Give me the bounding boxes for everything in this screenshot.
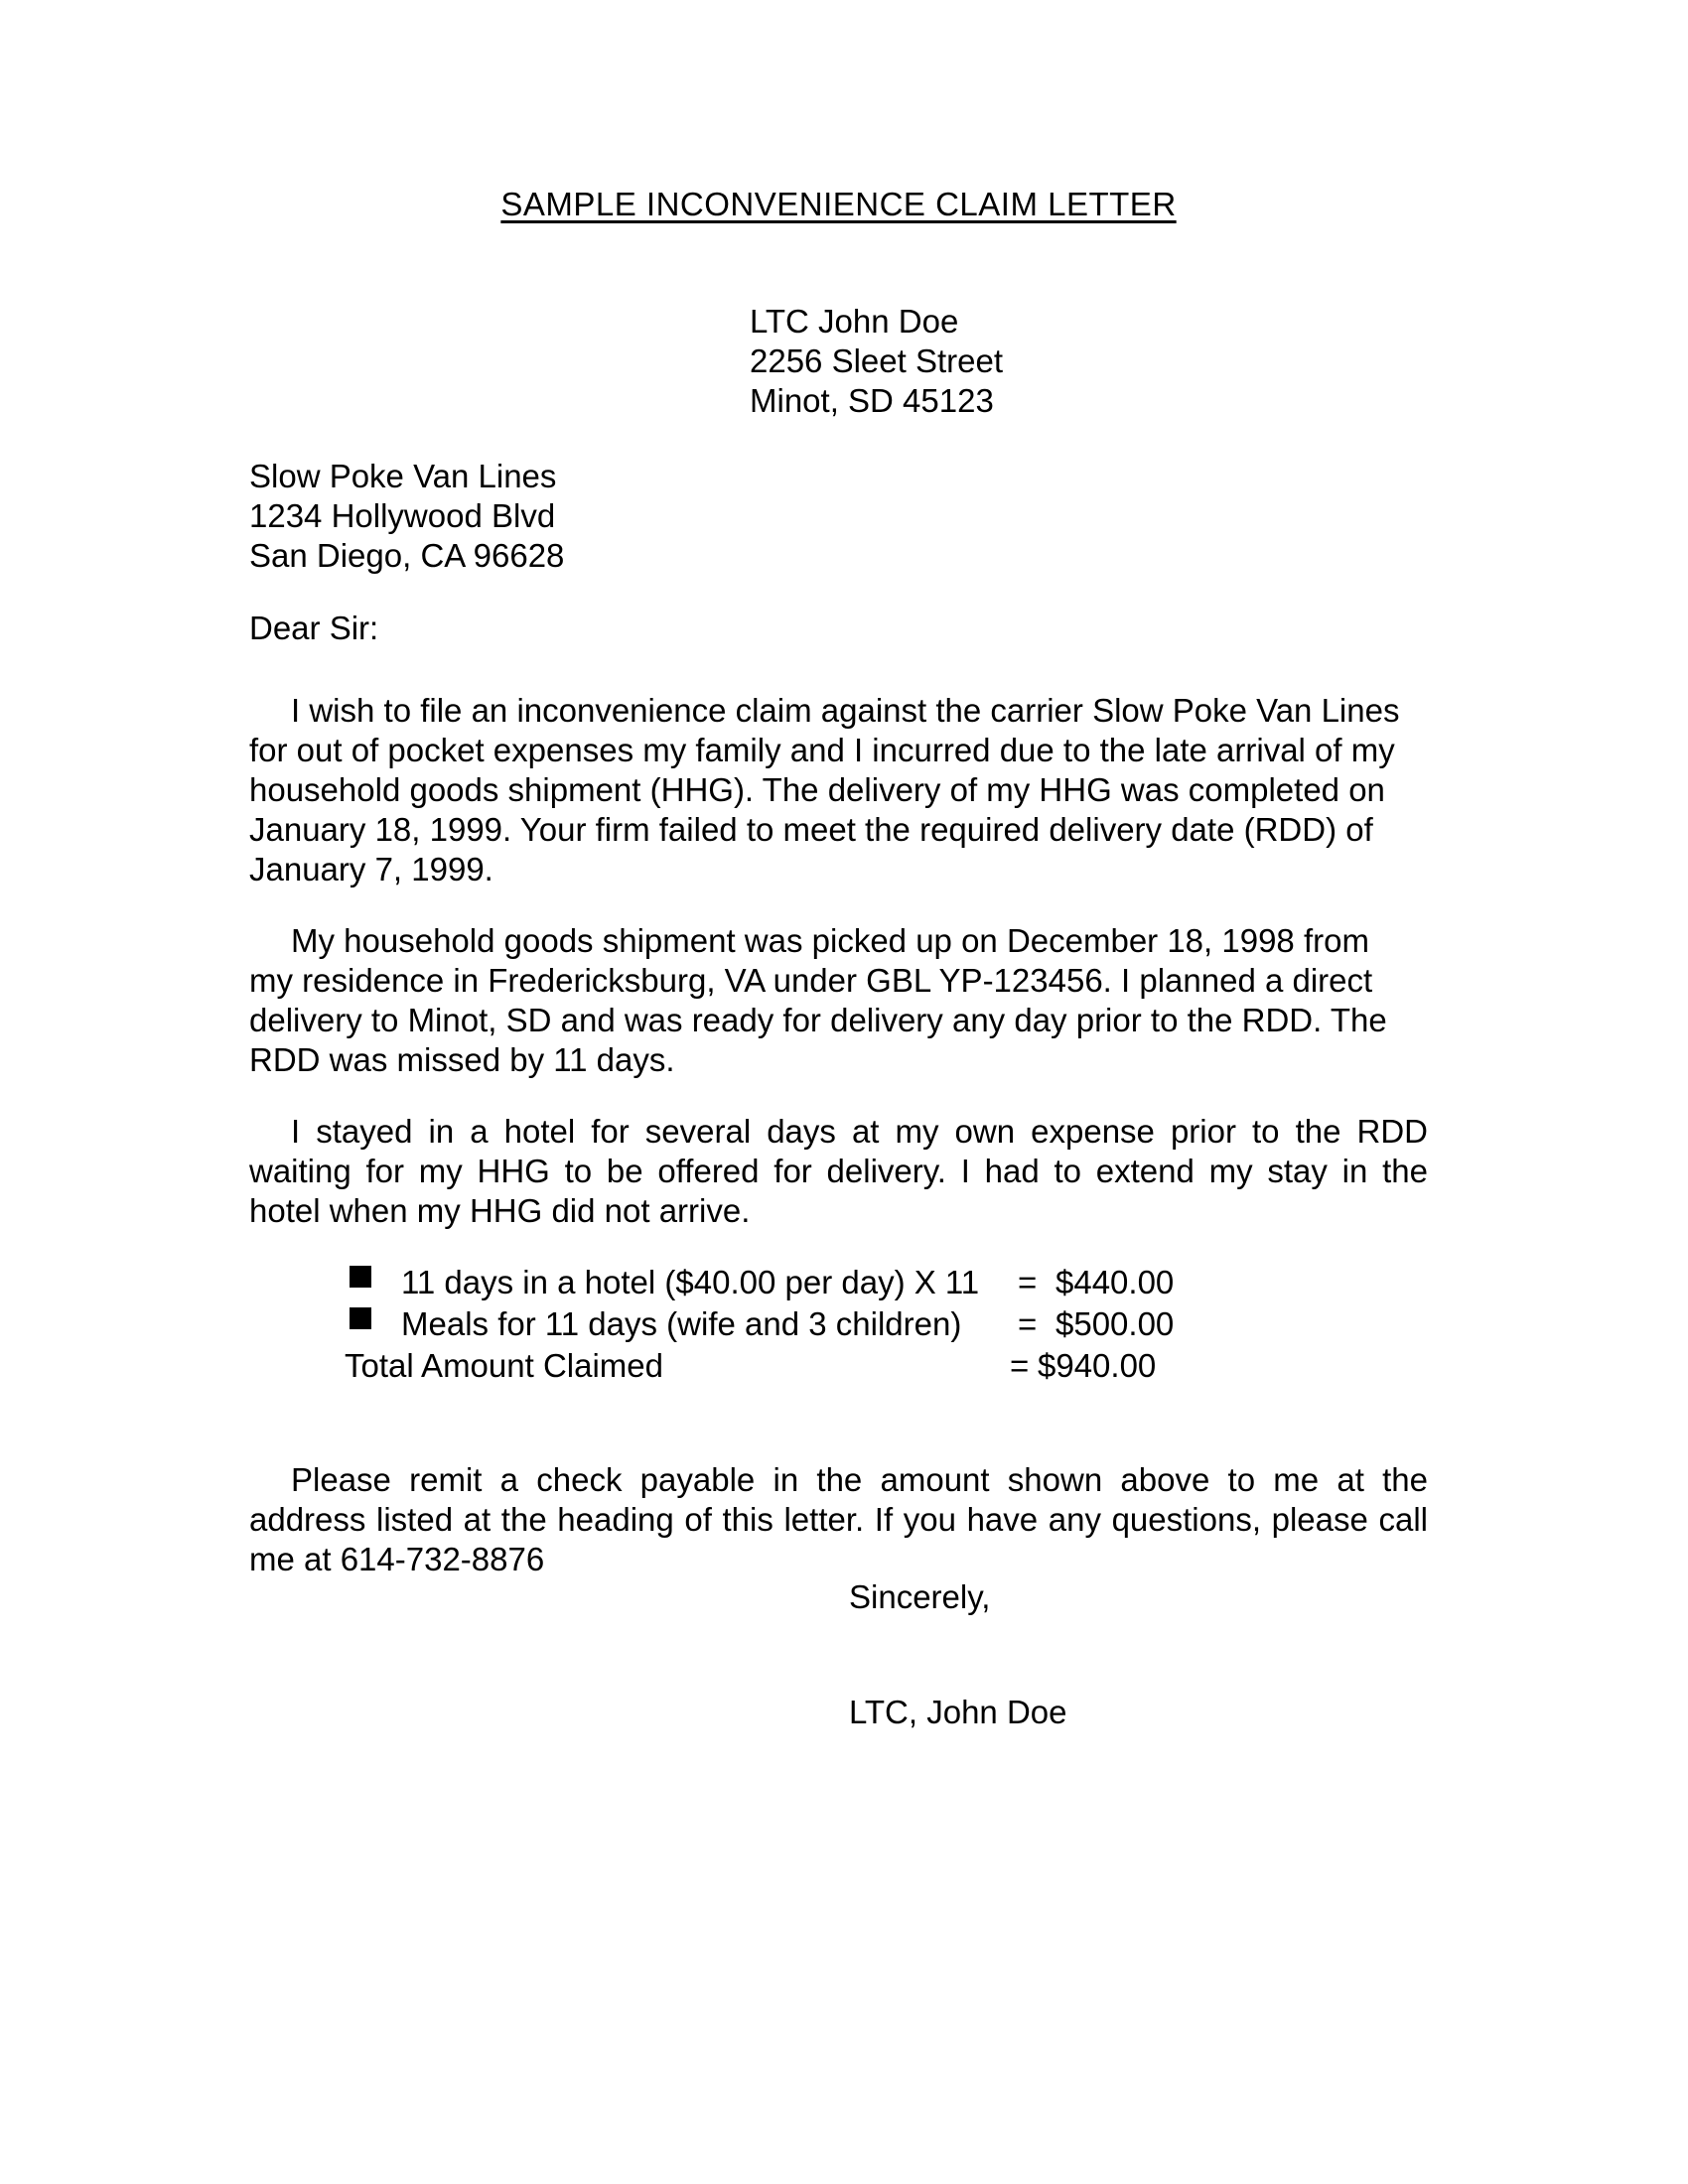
- paragraph-line: me at 614-732-8876: [249, 1541, 545, 1577]
- paragraph-line: address listed at the heading of this letter. If you have any questions, please call: [249, 1501, 1428, 1538]
- claim-label: 11 days in a hotel ($40.00 per day) X 11: [401, 1264, 980, 1300]
- claim-item-meals: [249, 1304, 1428, 1346]
- paragraph-line: My household goods shipment was picked up on December 18, 1998 from: [291, 922, 1369, 959]
- equals-sign: =: [1018, 1264, 1038, 1300]
- sender-address: [750, 302, 1003, 421]
- claim-list: [249, 1263, 1428, 1388]
- sender-name: LTC John Doe: [750, 303, 959, 340]
- paragraph-line: January 18, 1999. Your firm failed to meet the required delivery date (RDD) of: [249, 811, 1373, 848]
- salutation: Dear Sir:: [249, 610, 379, 646]
- paragraph-line: I wish to file an inconvenience claim against the carrier Slow Poke Van Lines: [291, 692, 1400, 729]
- sender-street: 2256 Sleet Street: [750, 342, 1004, 379]
- recipient-city: San Diego, CA 96628: [249, 537, 565, 574]
- bullet-square-icon: [350, 1307, 371, 1329]
- paragraph-shipment-details: [249, 921, 1428, 1080]
- claim-label: Meals for 11 days (wife and 3 children): [401, 1305, 962, 1342]
- paragraph-claim-intro: [249, 691, 1428, 889]
- valediction: Sincerely,: [849, 1578, 991, 1615]
- paragraph-line: RDD was missed by 11 days.: [249, 1041, 675, 1078]
- recipient-address: [249, 457, 564, 576]
- claim-amount: $440.00: [1055, 1264, 1175, 1300]
- paragraph-line: for out of pocket expenses my family and I incurred due to the late arrival of my: [249, 732, 1395, 768]
- signature-name: LTC, John Doe: [849, 1694, 1067, 1730]
- paragraph-line: my residence in Fredericksburg, VA under GBL YP-123456. I planned a direct: [249, 962, 1373, 999]
- letter-title: [249, 185, 1428, 224]
- paragraph-line: I stayed in a hotel for several days at my own expense prior to the RDD: [291, 1113, 1428, 1150]
- letter-title-text: SAMPLE INCONVENIENCE CLAIM LETTER: [500, 186, 1177, 222]
- paragraph-line: household goods shipment (HHG). The delivery of my HHG was completed on: [249, 771, 1385, 808]
- paragraph-line: hotel when my HHG did not arrive.: [249, 1192, 751, 1229]
- claim-total-row: [249, 1346, 1428, 1388]
- sender-city: Minot, SD 45123: [750, 382, 994, 419]
- claim-total-label: Total Amount Claimed: [345, 1347, 663, 1384]
- bullet-square-icon: [350, 1266, 371, 1288]
- paragraph-line: Please remit a check payable in the amount shown above to me at the: [291, 1461, 1428, 1498]
- claim-amount: $500.00: [1055, 1305, 1175, 1342]
- paragraph-remit-request: [249, 1460, 1428, 1579]
- paragraph-line: January 7, 1999.: [249, 851, 493, 887]
- paragraph-hotel-stay: [249, 1112, 1428, 1231]
- paragraph-line: waiting for my HHG to be offered for delivery. I had to extend my stay in the: [249, 1153, 1428, 1189]
- equals-sign: =: [1010, 1347, 1030, 1384]
- equals-sign: =: [1018, 1305, 1038, 1342]
- claim-item-hotel: [249, 1263, 1428, 1304]
- claim-total-amount: $940.00: [1038, 1347, 1157, 1384]
- recipient-name: Slow Poke Van Lines: [249, 458, 557, 494]
- recipient-street: 1234 Hollywood Blvd: [249, 497, 556, 534]
- paragraph-line: delivery to Minot, SD and was ready for delivery any day prior to the RDD. The: [249, 1002, 1387, 1038]
